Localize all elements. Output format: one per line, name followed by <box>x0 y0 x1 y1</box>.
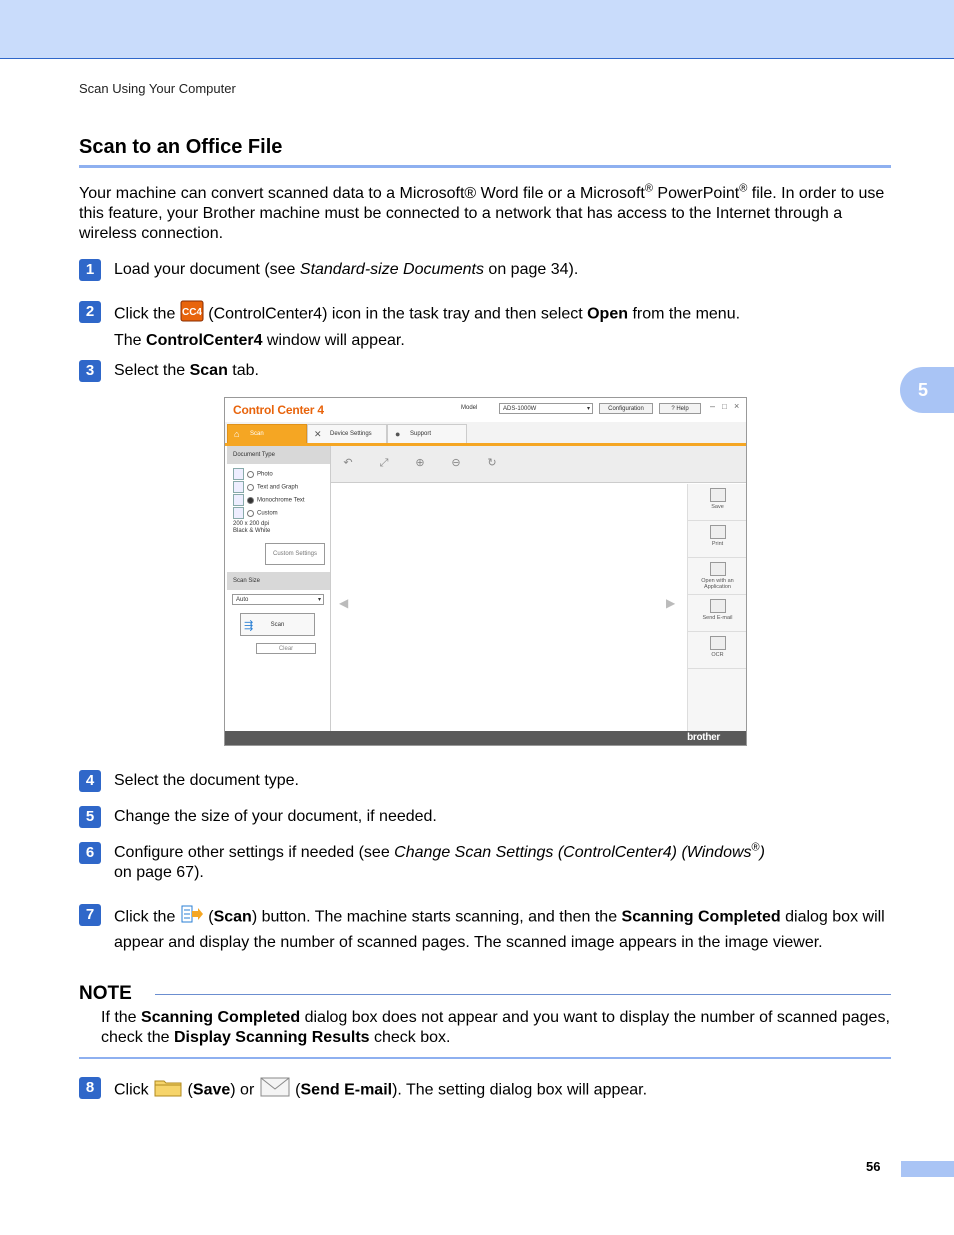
minimize-icon[interactable]: – <box>710 401 716 411</box>
model-select[interactable]: ADS-1000W ▾ <box>499 403 593 414</box>
scan-size-header: Scan Size <box>227 572 330 590</box>
action-ocr[interactable]: OCR <box>688 632 747 669</box>
scan-icon <box>180 903 204 932</box>
note-rule-bottom <box>79 1057 891 1059</box>
step-number: 4 <box>79 770 101 792</box>
intro-paragraph: Your machine can convert scanned data to a Microsoft® Word file or a Microsoft® PowerPoint® file. In order to use this feature, your Brother machine must be connected to a network that has access to the Internet through a wireless connection. <box>79 182 885 242</box>
color-mode-text: Black & White <box>233 528 271 534</box>
doctype-text-graph[interactable]: Text and Graph <box>233 481 298 493</box>
fit-icon[interactable]: ⤢ <box>379 457 389 469</box>
photo-icon <box>233 468 244 480</box>
rotate-icon[interactable]: ↻ <box>487 457 497 469</box>
app-logo: Control Center 4 <box>233 403 324 417</box>
left-pane <box>227 446 331 731</box>
step-number: 7 <box>79 904 101 926</box>
step-number: 3 <box>79 360 101 382</box>
note-heading: NOTE <box>79 983 132 1004</box>
custom-icon <box>233 507 244 519</box>
action-save[interactable]: Save <box>688 484 747 521</box>
zoom-out-icon[interactable]: ⊖ <box>451 457 461 469</box>
image-viewer <box>331 484 686 731</box>
action-pane <box>687 484 747 731</box>
brand-logo: brother <box>687 732 720 743</box>
ocr-icon <box>710 636 726 650</box>
monochrome-icon <box>233 494 244 506</box>
controlcenter4-icon <box>180 300 204 329</box>
step-number: 6 <box>79 842 101 864</box>
action-send-email[interactable]: Send E-mail <box>688 595 747 632</box>
page-number-bar <box>901 1161 954 1177</box>
section-title: Scan to an Office File <box>79 136 283 158</box>
clear-button[interactable]: Clear <box>256 643 316 654</box>
top-banner <box>0 0 954 59</box>
doctype-photo[interactable]: Photo <box>233 468 273 480</box>
step-number: 1 <box>79 259 101 281</box>
note-body: If the Scanning Completed dialog box does not appear and you want to display the number of scanned pages, check the Display Scanning Results check box. <box>101 1009 890 1046</box>
custom-settings-button[interactable]: Custom Settings <box>265 543 325 565</box>
scan-tab-icon: ⌂ <box>234 429 240 439</box>
configuration-button[interactable]: Configuration <box>599 403 653 414</box>
folder-icon <box>153 1076 183 1105</box>
prev-arrow-icon[interactable]: ◀ <box>339 596 349 610</box>
help-button[interactable]: ? Help <box>659 403 701 414</box>
resolution-text: 200 x 200 dpi <box>233 521 270 527</box>
window-titlebar <box>225 398 746 422</box>
zoom-in-icon[interactable]: ⊕ <box>415 457 425 469</box>
text-graph-icon <box>233 481 244 493</box>
chapter-tab: 5 <box>900 367 954 413</box>
action-open-with-app[interactable]: Open with an Application <box>688 558 747 595</box>
tab-support[interactable]: ● Support <box>387 424 467 443</box>
undo-icon[interactable]: ↶ <box>343 457 353 469</box>
application-icon <box>710 562 726 576</box>
person-icon: ● <box>395 429 401 439</box>
maximize-icon[interactable]: □ <box>722 402 727 411</box>
envelope-icon <box>710 599 726 613</box>
folder-icon <box>710 488 726 502</box>
page-number: 56 <box>866 1159 881 1174</box>
action-print[interactable]: Print <box>688 521 747 558</box>
window-footer <box>225 731 746 746</box>
doctype-monochrome-text[interactable]: Monochrome Text <box>233 494 305 506</box>
next-arrow-icon[interactable]: ▶ <box>666 596 676 610</box>
tab-bar <box>225 422 746 446</box>
doctype-custom[interactable]: Custom <box>233 507 278 519</box>
note-rule-top <box>155 994 891 995</box>
scan-button[interactable]: ⇶ Scan <box>240 613 315 636</box>
title-rule <box>79 165 891 168</box>
tools-icon: ✕ <box>314 429 322 439</box>
print-icon <box>710 525 726 539</box>
running-header: Scan Using Your Computer <box>79 81 236 96</box>
tab-device-settings[interactable]: ✕ Device Settings <box>307 424 387 443</box>
controlcenter4-screenshot <box>224 397 747 746</box>
envelope-icon <box>259 1076 291 1105</box>
scan-size-select[interactable]: Auto ▾ <box>232 594 324 605</box>
document-type-header: Document Type <box>227 446 330 464</box>
step-number: 5 <box>79 806 101 828</box>
close-icon[interactable]: × <box>734 401 740 411</box>
svg-text:CC4: CC4 <box>181 307 202 318</box>
help-icon: ? <box>671 406 677 412</box>
model-label: Model <box>461 405 478 411</box>
tab-scan[interactable]: ⌂ Scan <box>227 424 307 443</box>
step-number: 2 <box>79 301 101 323</box>
viewer-toolbar <box>331 446 746 483</box>
scan-icon: ⇶ <box>244 620 254 632</box>
step-number: 8 <box>79 1077 101 1099</box>
